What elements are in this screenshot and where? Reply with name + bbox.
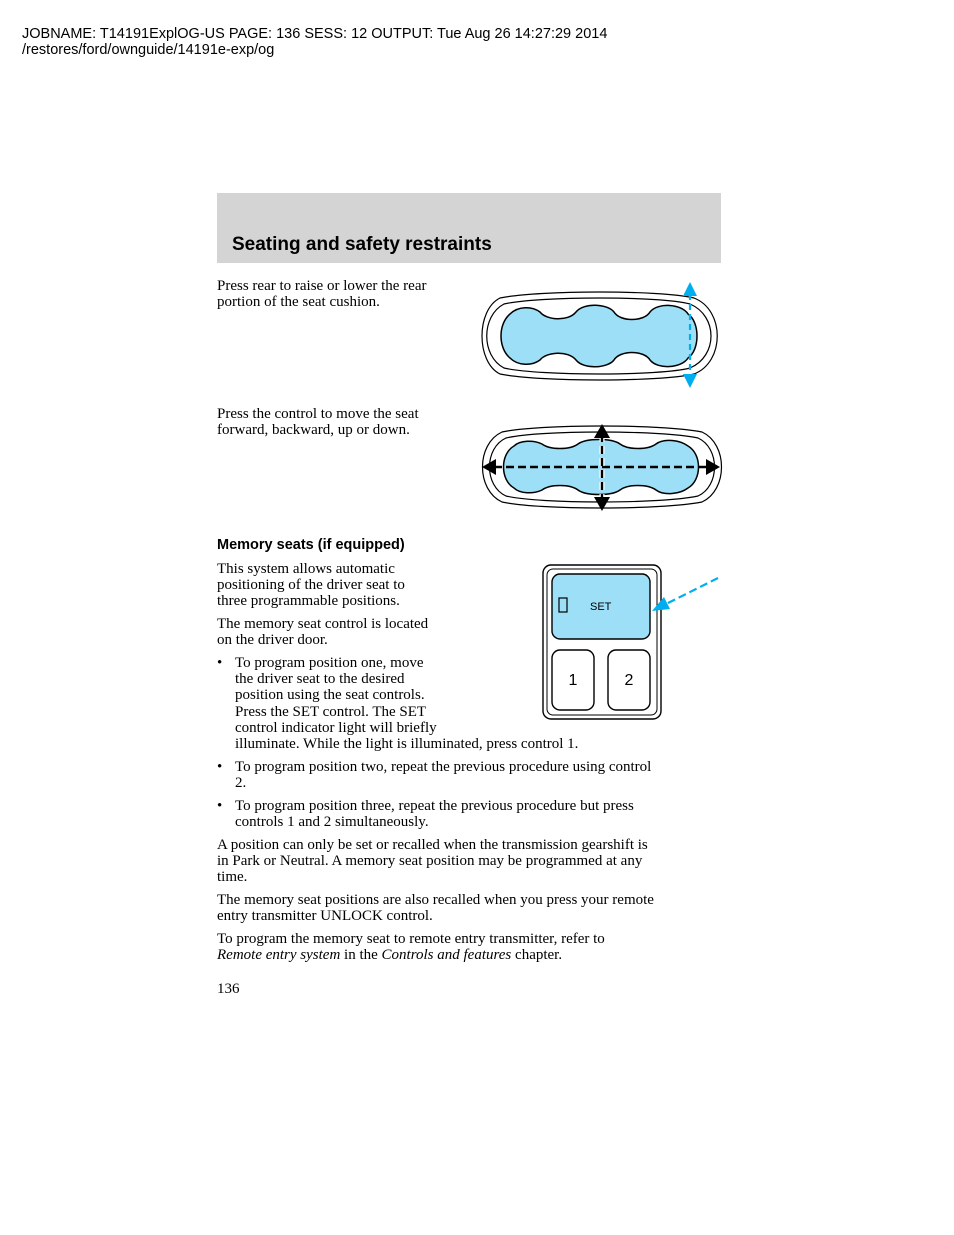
text-line: in Park or Neutral. A memory seat position may be programmed at any (217, 853, 643, 870)
arrow-down-icon (683, 374, 697, 388)
bullet-position-two (217, 759, 717, 793)
seat-control-illustration (480, 420, 724, 514)
rear-cushion-paragraph (217, 278, 427, 310)
text-fragment: chapter. (511, 947, 563, 964)
text-line: The memory seat control is located (217, 616, 429, 632)
text-line: To program position one, move (235, 655, 424, 671)
text-line: Press the control to move the seat (217, 406, 419, 422)
text-line: entry transmitter UNLOCK control. (217, 908, 433, 925)
text-line: position using the seat controls. (235, 687, 425, 704)
text-line: To program position two, repeat the previous procedure using control (235, 759, 652, 775)
text-line: Press rear to raise or lower the rear (217, 278, 427, 294)
pointer-dashed-line (666, 578, 718, 604)
memory-intro-paragraph (217, 561, 405, 610)
text-line: three programmable positions. (217, 593, 400, 610)
memory-seats-heading: Memory seats (if equipped) (217, 537, 405, 553)
text-line: control indicator light will briefly (235, 719, 437, 736)
bullet-position-three (217, 798, 717, 832)
text-line: A position can only be set or recalled when the transmission gearshift is (217, 837, 648, 853)
text-line: forward, backward, up or down. (217, 422, 410, 439)
remote-entry-system-reference: Remote entry system (217, 947, 341, 964)
bullet-dot: • (217, 655, 223, 671)
bullet-dot: • (217, 798, 223, 814)
text-line: To program position three, repeat the previous procedure but press (235, 798, 634, 814)
rear-cushion-control-illustration (480, 280, 724, 390)
page-number: 136 (217, 981, 240, 997)
seat-control-paragraph (217, 406, 419, 438)
text-line: illuminate. While the light is illuminated, press control 1. (235, 736, 579, 753)
text-line: This system allows automatic (217, 561, 395, 577)
section-title: Seating and safety restraints (232, 234, 492, 255)
memory-seat-control-illustration (540, 562, 722, 722)
controls-and-features-reference: Controls and features (381, 947, 512, 964)
job-info (22, 26, 607, 58)
text-line: controls 1 and 2 simultaneously. (235, 814, 429, 831)
text-line: 2. (235, 775, 247, 792)
text-line: To program the memory seat to remote entry transmitter, refer to (217, 931, 605, 947)
text-line: on the driver door. (217, 632, 328, 649)
text-line: time. (217, 869, 248, 886)
text-line: The memory seat positions are also recalled when you press your remote (217, 892, 654, 908)
memory-button-1-label: 1 (568, 672, 578, 689)
text-line: Press the SET control. The SET (235, 703, 427, 720)
set-label: SET (590, 601, 612, 613)
text-fragment: in the (340, 947, 382, 964)
arrow-up-icon (683, 282, 697, 296)
memory-location-paragraph (217, 616, 428, 648)
text-line: portion of the seat cushion. (217, 294, 380, 311)
text-line: positioning of the driver seat to (217, 577, 405, 594)
job-info-line-2: /restores/ford/ownguide/14191e-exp/og (22, 42, 275, 58)
bullet-dot: • (217, 759, 223, 775)
memory-button-2-label: 2 (624, 672, 634, 689)
remote-recall-paragraph (217, 892, 654, 924)
park-neutral-paragraph (217, 837, 648, 886)
remote-programming-paragraph (217, 931, 721, 963)
job-info-line-1: JOBNAME: T14191ExplOG-US PAGE: 136 SESS: 12 OUTPUT: Tue Aug 26 14:27:29 2014 (22, 26, 608, 42)
text-line: the driver seat to the desired (235, 671, 405, 688)
